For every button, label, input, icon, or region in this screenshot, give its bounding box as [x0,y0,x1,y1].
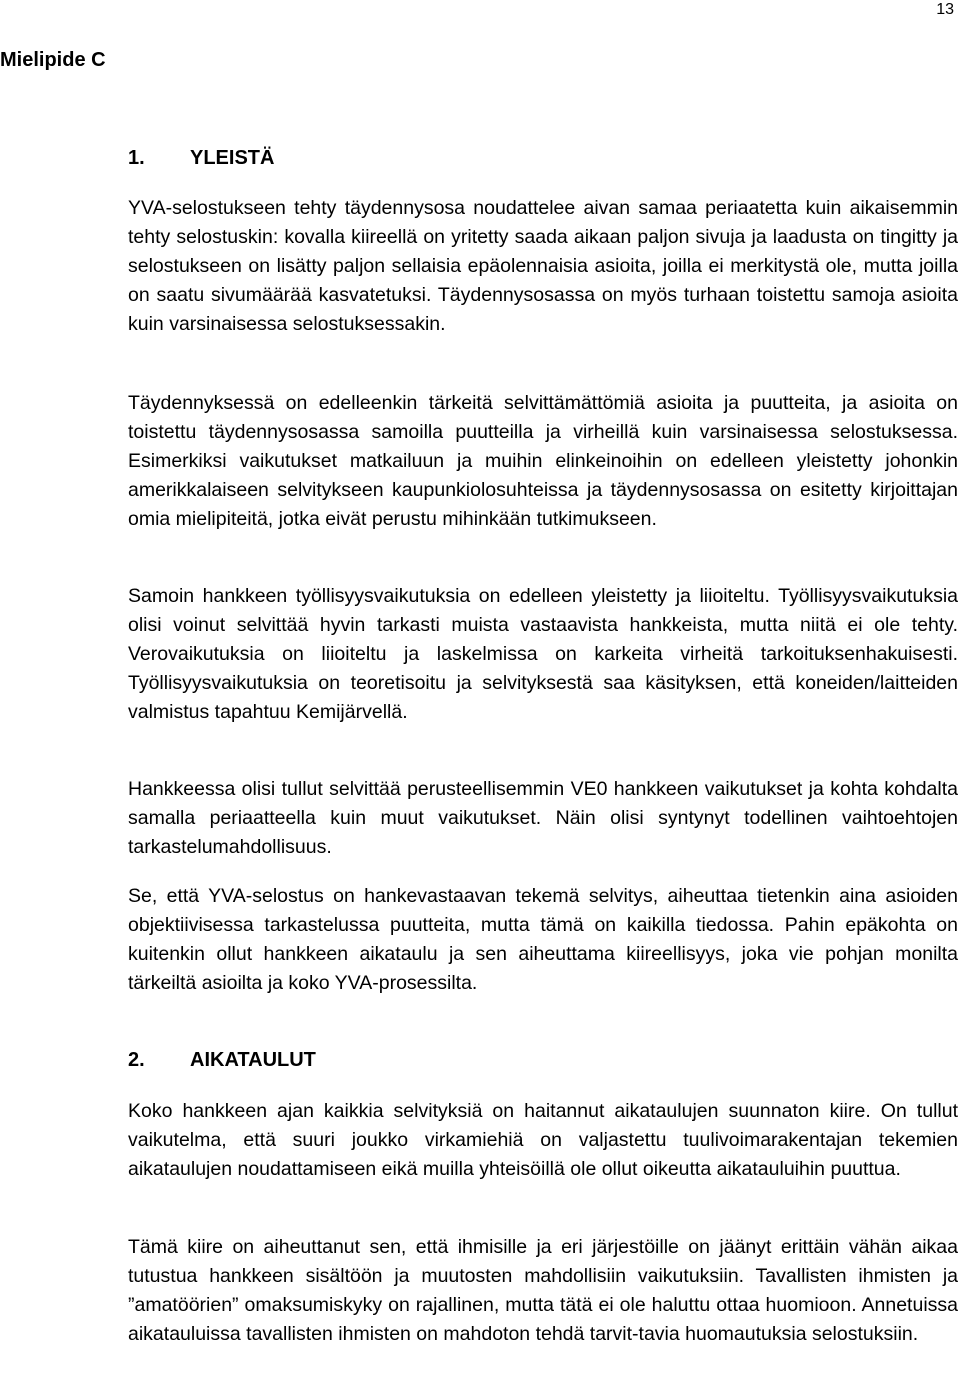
paragraph-yleista-2: Täydennyksessä on edelleenkin tärkeitä selvittämättömiä asioita ja puutteita, ja asioita on toistettu täydennysosassa samoilla puutteilla ja virheillä kuin varsinaisessa selostuksessa. Esimerkiksi vaikutukset matkailuun ja muihin elinkeinoihin on edelleen yleistetty johonkin amerikkalaiseen selvitykseen kaupunkiolosuhteissa ja täydennysosassa on esitetty kirjoittajan omia mielipiteitä, jotka eivät perustu mihinkään tutkimukseen. [128,392,958,530]
paragraph-aikataulut-2: Tämä kiire on aiheuttanut sen, että ihmisille ja eri järjestöille on jäänyt erittäin vähän aikaa tutustua hankkeen sisältöön ja muutosten mahdollisiin vaikutuksiin. Tavallisten ihmisten ja ”amatöörien” omaksumiskyky on rajallinen, mutta tätä ei ole haluttu ottaa huomioon. Annetuissa aikatauluissa tavallisten ihmisten on mahdoton tehdä tarvit-tavia huomautuksia selostuksiin. [128,1236,958,1345]
section-number: 2. [128,1049,145,1071]
section-heading-yleista [128,145,274,171]
paragraph-aikataulut-1: Koko hankkeen ajan kaikkia selvityksiä on haitannut aikataulujen suunnaton kiire. On tullut vaikutelma, että suuri joukko virkamiehiä on valjastettu tuulivoimarakentajan tekemien aikataulujen noudattamiseen eikä muilla yhteisöillä ole ollut oikeutta aikatauluihin puuttua. [128,1100,958,1180]
paragraph-yleista-5: Se, että YVA-selostus on hankevastaavan tekemä selvitys, aiheuttaa tietenkin aina asioiden objektiivisessa tarkastelussa puutteita, mutta tämä on kaikilla tiedossa. Pahin epäkohta on kuitenkin ollut hankkeen aikataulu ja sen aiheuttama kiireellisyys, joka vie pohjan monilta tärkeiltä asioilta ja koko YVA-prosessilta. [128,885,958,994]
section-title: AIKATAULUT [190,1049,316,1071]
section-heading-aikataulut [128,1047,316,1073]
paragraph-yleista-1: YVA-selostukseen tehty täydennysosa noudattelee aivan samaa periaatetta kuin aikaisemmin tehty selostuskin: kovalla kiireellä on yritetty saada aikaan paljon sivuja ja laadusta on tingitty ja selostukseen on lisätty paljon sellaisia epäolennaisia asioita, joilla ei merkitystä ole, mutta joilla on saatu sivumäärää kasvatetuksi. Täydennysosassa on myös turhaan toistettu samoja asioita kuin varsinaisessa selostuksessakin. [128,197,958,335]
section-title: YLEISTÄ [190,147,275,169]
section-number: 1. [128,147,145,169]
document-title: Mielipide C [0,49,106,71]
paragraph-yleista-4: Hankkeessa olisi tullut selvittää perusteellisemmin VE0 hankkeen vaikutukset ja kohta kohdalta samalla periaatteella kuin muut vaikutukset. Näin olisi syntynyt todellinen vaihtoehtojen tarkastelumahdollisuus. [128,778,958,858]
paragraph-yleista-3: Samoin hankkeen työllisyysvaikutuksia on edelleen yleistetty ja liioiteltu. Työllisyysvaikutuksia olisi voinut selvittää hyvin tarkasti muista vastaavista hankkeista, mutta niitä ei ole tehty. Verovaikutuksia on liioiteltu ja laskelmissa on karkeita virheitä tarkoituksenhakuisesti. Työllisyysvaikutuksia on teoretisoitu ja selvityksestä saa käsityksen, että koneiden/laitteiden valmistus tapahtuu Kemijärvellä. [128,585,958,723]
page-number: 13 [936,1,954,18]
